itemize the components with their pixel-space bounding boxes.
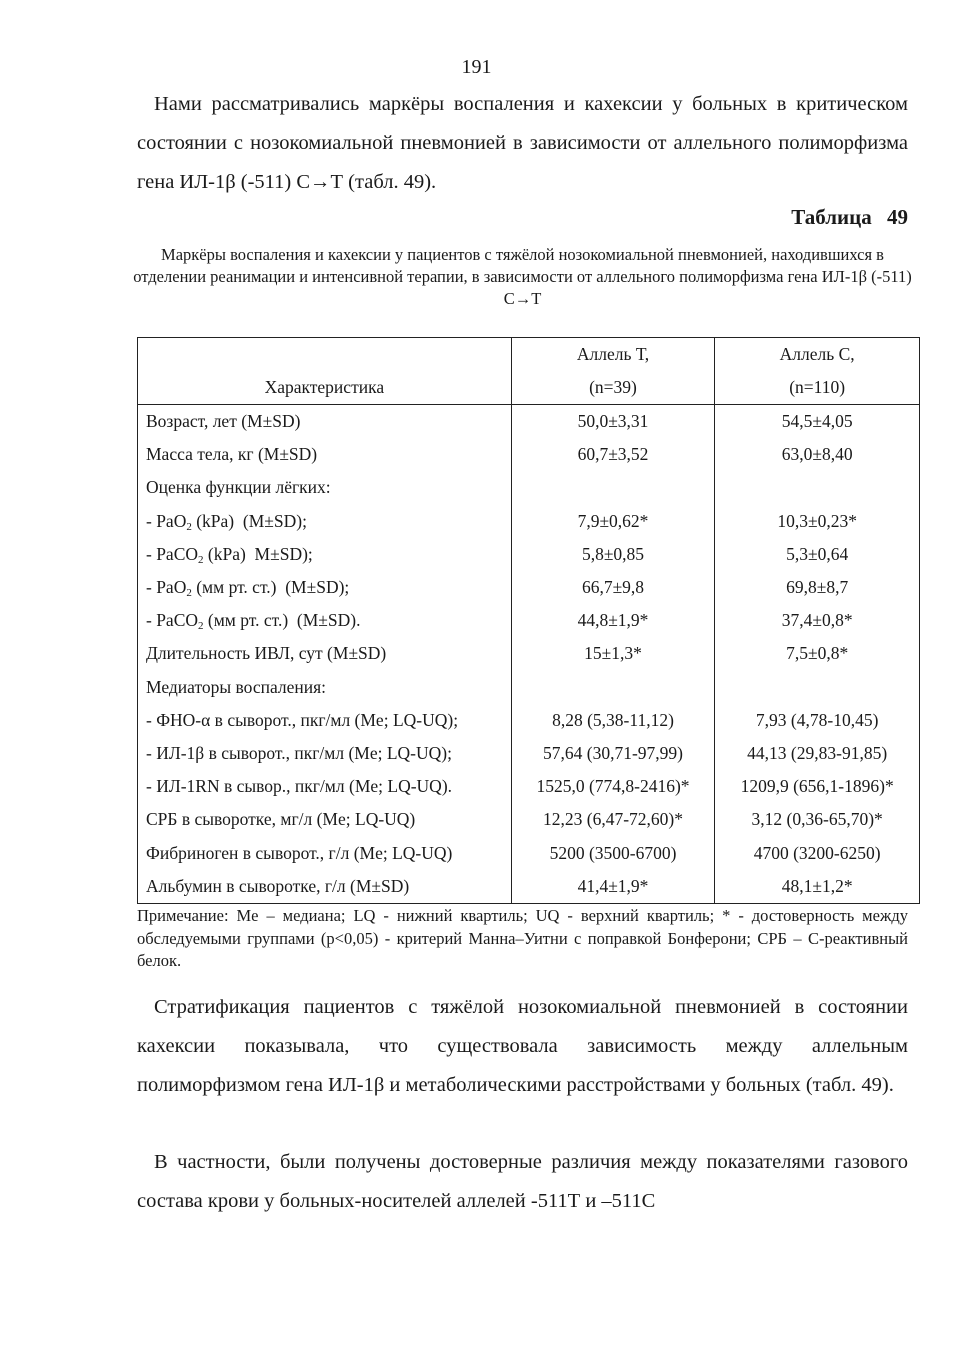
row-label: - ИЛ-1RN в сывор., пкг/мл (Me; LQ-UQ).: [138, 770, 512, 803]
value-allele-c: 7,5±0,8*: [715, 637, 920, 670]
page-number: 191: [461, 56, 492, 78]
table-row: [138, 836, 920, 869]
value-allele-c: 5,3±0,64: [715, 538, 920, 571]
row-label: Альбумин в сыворотке, г/л (M±SD): [138, 870, 512, 904]
value-allele-c: [715, 671, 920, 704]
row-label: - PaO$_2$ (kPa) (M±SD);: [138, 505, 512, 538]
value-allele-t: 5,8±0,85: [511, 538, 715, 571]
value-allele-c: 3,12 (0,36-65,70)*: [715, 803, 920, 836]
value-allele-t: 7,9±0,62*: [511, 505, 715, 538]
details-paragraph-text: В частности, были получены достоверные различия между показателями газового состава крови у больных-носителей аллелей -511Т и –511С: [137, 1151, 908, 1212]
row-label: - PaCO$_2$ (kPa) M±SD);: [138, 538, 512, 571]
value-allele-c: 54,5±4,05: [715, 405, 920, 439]
value-allele-t: [511, 471, 715, 504]
details-paragraph: [137, 1143, 908, 1221]
value-allele-t: 41,4±1,9*: [511, 870, 715, 904]
table-row: [138, 870, 920, 904]
value-allele-t: 12,23 (6,47-72,60)*: [511, 803, 715, 836]
header-allele-t: Аллель Т, (n=39): [511, 338, 715, 405]
header-characteristic: Характеристика: [138, 338, 512, 405]
row-label: - PaO$_2$ (мм рт. ст.) (M±SD);: [138, 571, 512, 604]
header-allele-c: Аллель С, (n=110): [715, 338, 920, 405]
table-caption: Маркёры воспаления и кахексии у пациентов с тяжёлой нозокомиальной пневмонией, находившихся в отделении реанимации и интенсивной терапии, в зависимости от аллельного полиморфизма гена ИЛ-1β (-511) С→Т: [133, 245, 912, 308]
table-row: [138, 604, 920, 637]
value-allele-c: [715, 471, 920, 504]
table-label: Таблица 49: [791, 205, 908, 229]
value-allele-c: 7,93 (4,78-10,45): [715, 704, 920, 737]
table-row: [138, 405, 920, 439]
value-allele-t: 1525,0 (774,8-2416)*: [511, 770, 715, 803]
value-allele-c: 10,3±0,23*: [715, 505, 920, 538]
table-row: [138, 770, 920, 803]
row-label: Длительность ИВЛ, сут (M±SD): [138, 637, 512, 670]
value-allele-t: 66,7±9,8: [511, 571, 715, 604]
row-label: - ИЛ-1β в сыворот., пкг/мл (Me; LQ-UQ);: [138, 737, 512, 770]
table-row: [138, 737, 920, 770]
value-allele-t: 15±1,3*: [511, 637, 715, 670]
table-row: [138, 704, 920, 737]
value-allele-c: 69,8±8,7: [715, 571, 920, 604]
value-allele-t: 50,0±3,31: [511, 405, 715, 439]
stratification-paragraph-text: Стратификация пациентов с тяжёлой нозокомиальной пневмонией в состоянии кахексии показывала, что существовала зависимость между аллельным полиморфизмом гена ИЛ-1β и метаболическими расстройствами у больных (табл. 49).: [137, 996, 908, 1096]
table-row: [138, 538, 920, 571]
value-allele-t: 8,28 (5,38-11,12): [511, 704, 715, 737]
value-allele-t: 60,7±3,52: [511, 438, 715, 471]
value-allele-c: 4700 (3200-6250): [715, 836, 920, 869]
intro-paragraph-text: Нами рассматривались маркёры воспаления и кахексии у больных в критическом состоянии с нозокомиальной пневмонией в зависимости от аллельного полиморфизма гена ИЛ-1β (-511) С→Т (табл. 49).: [137, 93, 908, 193]
table-row: [138, 803, 920, 836]
intro-paragraph: [137, 85, 908, 202]
value-allele-t: [511, 671, 715, 704]
value-allele-c: 48,1±1,2*: [715, 870, 920, 904]
table-row: [138, 637, 920, 670]
row-label: Фибриноген в сыворот., г/л (Me; LQ-UQ): [138, 836, 512, 869]
table-row: [138, 438, 920, 471]
row-label: Возраст, лет (M±SD): [138, 405, 512, 439]
table-note: Примечание: Me – медиана; LQ - нижний квартиль; UQ - верхний квартиль; * - достоверность между обследуемыми группами (p<0,05) - критерий Манна–Уитни с поправкой Бонферони; СРБ – С-реактивный белок.: [137, 906, 908, 970]
value-allele-t: 5200 (3500-6700): [511, 836, 715, 869]
table-row: [138, 571, 920, 604]
table-row: [138, 471, 920, 504]
row-label: СРБ в сыворотке, мг/л (Me; LQ-UQ): [138, 803, 512, 836]
table-row: [138, 671, 920, 704]
row-label: Оценка функции лёгких:: [138, 471, 512, 504]
row-label: - PaCO$_2$ (мм рт. ст.) (M±SD).: [138, 604, 512, 637]
value-allele-c: 44,13 (29,83-91,85): [715, 737, 920, 770]
row-label: Масса тела, кг (M±SD): [138, 438, 512, 471]
value-allele-t: 57,64 (30,71-97,99): [511, 737, 715, 770]
table-header-row: [138, 338, 920, 405]
value-allele-c: 37,4±0,8*: [715, 604, 920, 637]
stratification-paragraph: [137, 988, 908, 1105]
table-row: [138, 505, 920, 538]
markers-table: [137, 337, 920, 904]
value-allele-c: 1209,9 (656,1-1896)*: [715, 770, 920, 803]
row-label: - ФНО-α в сыворот., пкг/мл (Me; LQ-UQ);: [138, 704, 512, 737]
value-allele-t: 44,8±1,9*: [511, 604, 715, 637]
row-label: Медиаторы воспаления:: [138, 671, 512, 704]
value-allele-c: 63,0±8,40: [715, 438, 920, 471]
